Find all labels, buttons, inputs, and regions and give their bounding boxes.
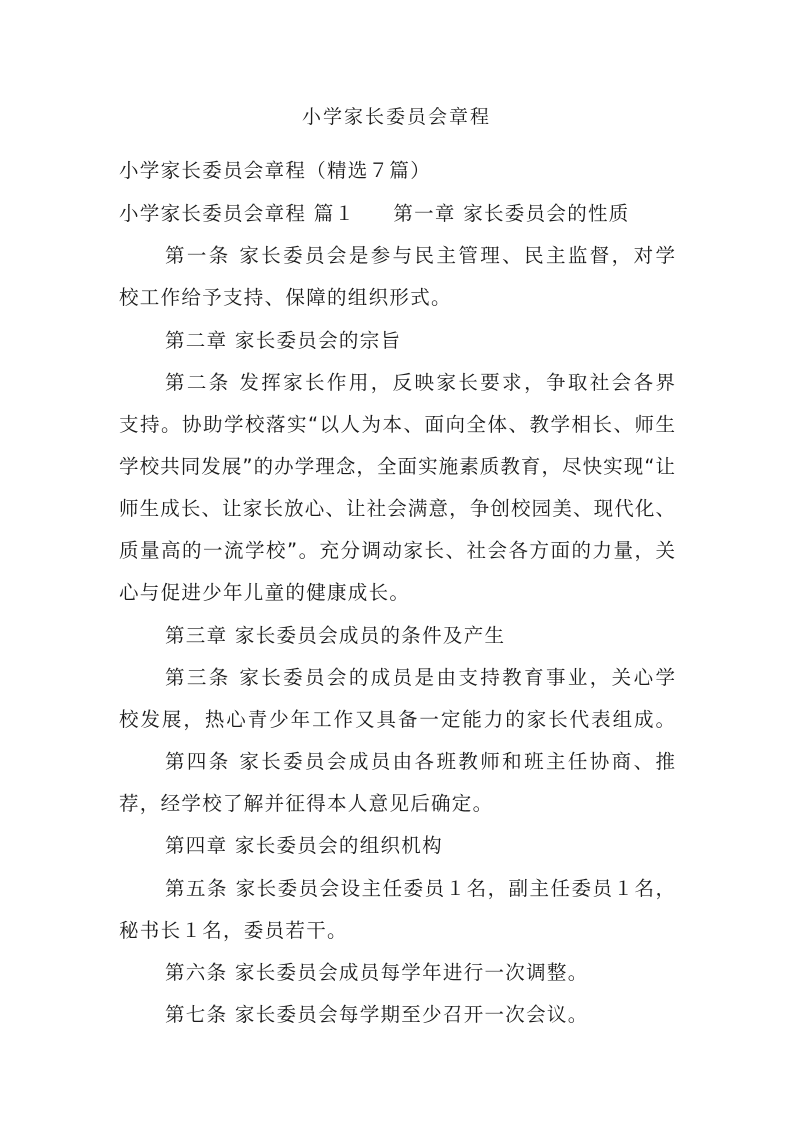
- paragraph-line: 学校共同发展”的办学理念，全面实施素质教育，尽快实现“让: [119, 455, 675, 478]
- part-heading: 小学家长委员会章程 篇１: [119, 202, 356, 225]
- chapter-heading: 第四章 家长委员会的组织机构: [165, 834, 443, 857]
- paragraph-line: 第一条 家长委员会是参与民主管理、民主监督，对学: [165, 244, 675, 267]
- paragraph-line: 校工作给予支持、保障的组织形式。: [119, 286, 452, 309]
- paragraph-line: 第四条 家长委员会成员由各班教师和班主任协商、推: [165, 750, 675, 773]
- paragraph-line: 师生成长、让家长放心、让社会满意，争创校园美、现代化、: [119, 497, 675, 520]
- chapter-heading: 第二章 家长委员会的宗旨: [165, 329, 402, 352]
- chapter-heading: 第一章 家长委员会的性质: [393, 202, 630, 225]
- paragraph-line: 秘书长１名，委员若干。: [119, 919, 348, 942]
- chapter-heading: 第三章 家长委员会成员的条件及产生: [165, 624, 506, 647]
- document-title: 小学家长委员会章程: [301, 106, 491, 128]
- paragraph-line: 校发展，热心青少年工作又具备一定能力的家长代表组成。: [119, 708, 675, 731]
- paragraph-line: 第五条 家长委员会设主任委员１名，副主任委员１名，: [165, 877, 675, 900]
- section-heading: [119, 199, 675, 229]
- paragraph-line: 质量高的一流学校”。充分调动家长、社会各方面的力量，关: [119, 539, 675, 562]
- document-subtitle: 小学家长委员会章程（精选７篇）: [119, 159, 432, 182]
- paragraph-line: 荐，经学校了解并征得本人意见后确定。: [119, 792, 494, 815]
- paragraph-line: 第二条 发挥家长作用，反映家长要求，争取社会各界: [165, 371, 675, 394]
- paragraph-line: 第三条 家长委员会的成员是由支持教育事业，关心学: [165, 666, 675, 689]
- paragraph-line: 心与促进少年儿童的健康成长。: [119, 581, 411, 604]
- paragraph-line: 第六条 家长委员会成员每学年进行一次调整。: [165, 961, 589, 984]
- paragraph-line: 第七条 家长委员会每学期至少召开一次会议。: [165, 1003, 589, 1026]
- paragraph-line: 支持。协助学校落实“以人为本、面向全体、教学相长、师生: [119, 413, 675, 436]
